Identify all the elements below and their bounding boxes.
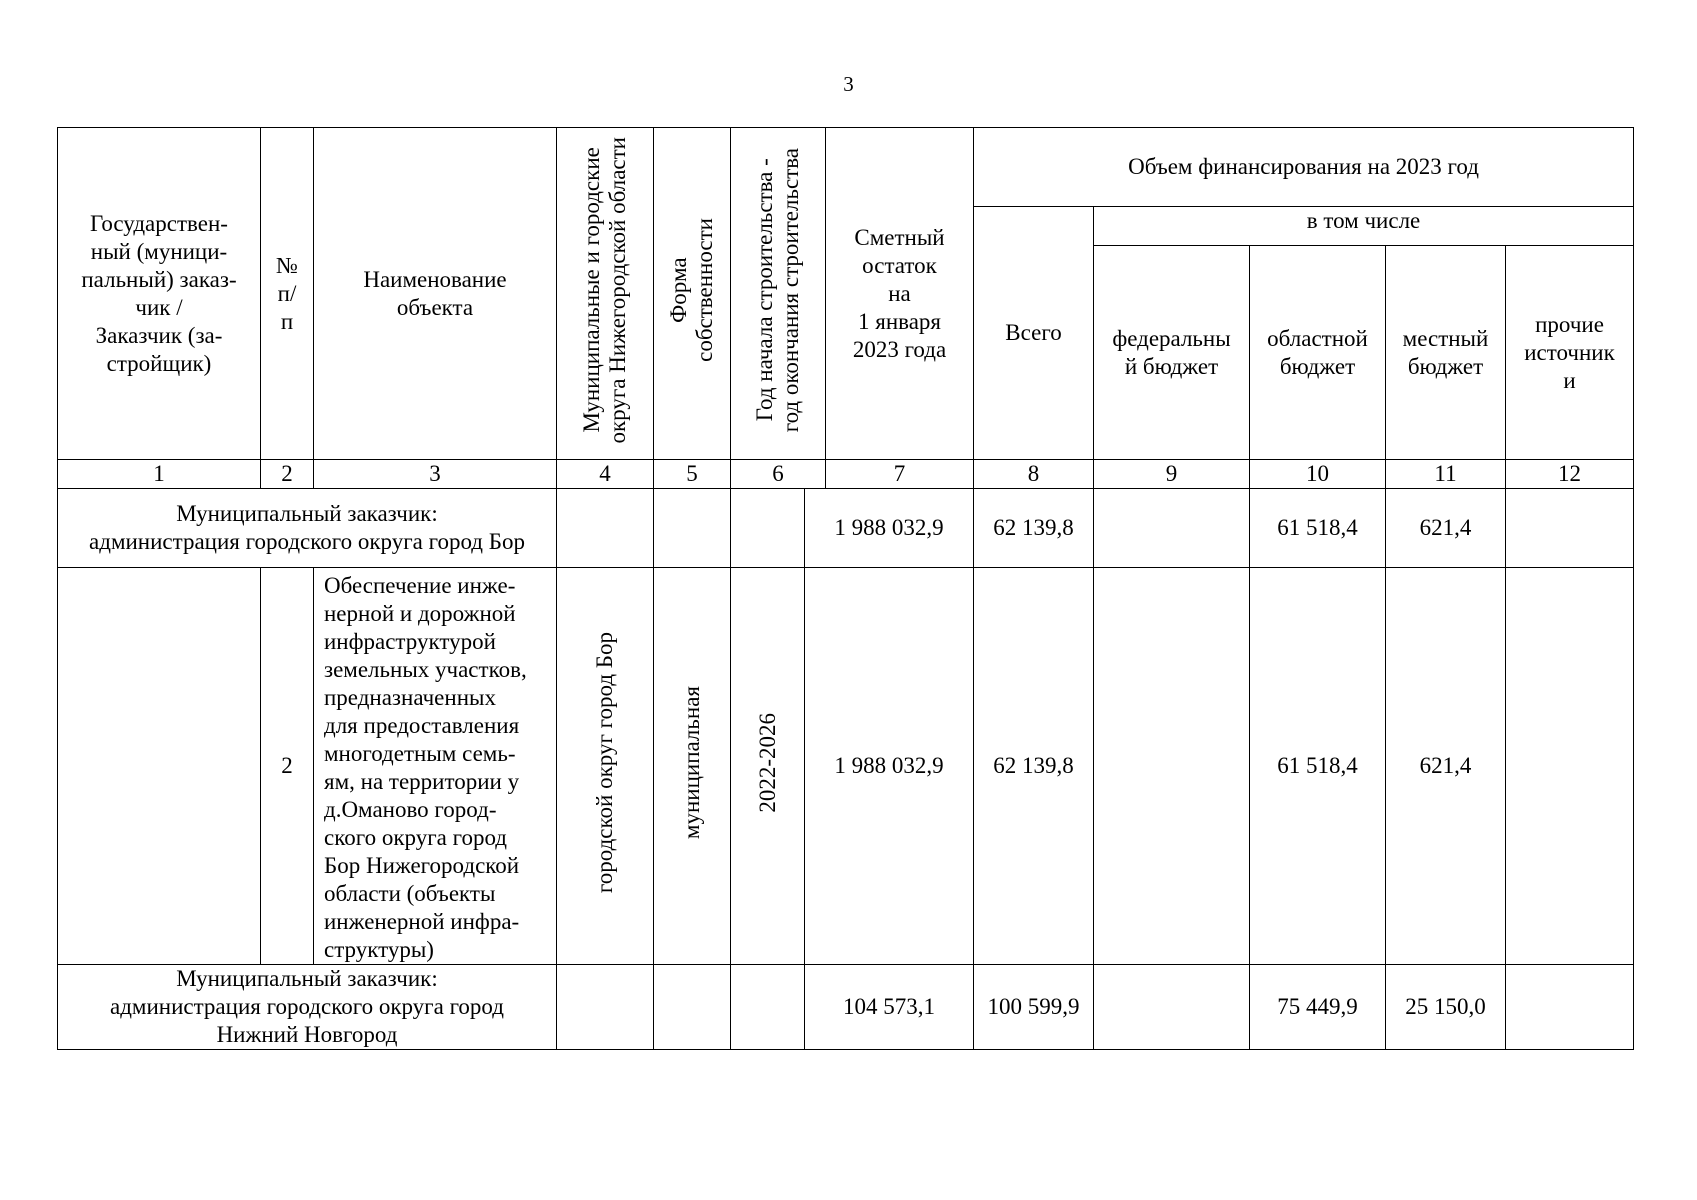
total-cell: 62 139,8 [974, 489, 1094, 568]
estimate-cell: 104 573,1 [805, 965, 974, 1050]
years-cell [731, 489, 805, 568]
column-numbers-row [58, 460, 1634, 489]
other-cell [1506, 489, 1634, 568]
federal-cell [1094, 568, 1250, 965]
total-cell: 62 139,8 [974, 568, 1094, 965]
header-other: прочие источник и [1506, 246, 1634, 460]
header-ownership-cell [654, 128, 731, 460]
column-number: 6 [731, 460, 826, 489]
table-row [58, 568, 1634, 965]
customer-cell: Муниципальный заказчик: администрация городского округа город Бор [58, 489, 557, 568]
header-row-1 [58, 128, 1634, 207]
column-number: 12 [1506, 460, 1634, 489]
header-years: Год начала строительства - год окончания строительства [752, 147, 803, 433]
customer-cell: Муниципальный заказчик: администрация городского округа город Нижний Новгород [58, 965, 557, 1050]
financing-table [57, 127, 1634, 1050]
local-cell: 621,4 [1386, 568, 1506, 965]
total-cell: 100 599,9 [974, 965, 1094, 1050]
regional-cell: 61 518,4 [1250, 568, 1386, 965]
local-cell: 621,4 [1386, 489, 1506, 568]
column-number: 9 [1094, 460, 1250, 489]
customer-cell [58, 568, 261, 965]
header-financing: Объем финансирования на 2023 год [974, 128, 1634, 207]
federal-cell [1094, 965, 1250, 1050]
local-cell: 25 150,0 [1386, 965, 1506, 1050]
regional-cell: 61 518,4 [1250, 489, 1386, 568]
header-number: № п/ п [261, 128, 314, 460]
header-years-cell [731, 128, 826, 460]
estimate-cell: 1 988 032,9 [805, 568, 974, 965]
header-ownership: Форма собственности [666, 218, 717, 362]
ownership-cell [654, 568, 731, 965]
table-row [58, 965, 1634, 1050]
other-cell [1506, 965, 1634, 1050]
header-including: в том числе [1094, 207, 1634, 246]
page-number: 3 [843, 72, 854, 96]
municipality-cell [557, 568, 654, 965]
municipality-text: городской округ город Бор [592, 631, 617, 894]
municipality-cell [557, 965, 654, 1050]
column-number: 4 [557, 460, 654, 489]
header-object-name: Наименование объекта [314, 128, 557, 460]
column-number: 2 [261, 460, 314, 489]
years-cell [731, 965, 805, 1050]
regional-cell: 75 449,9 [1250, 965, 1386, 1050]
header-total: Всего [974, 207, 1094, 460]
column-number: 3 [314, 460, 557, 489]
federal-cell [1094, 489, 1250, 568]
header-municipality-cell [557, 128, 654, 460]
column-number: 11 [1386, 460, 1506, 489]
ownership-text: муниципальная [679, 685, 704, 840]
municipality-cell [557, 489, 654, 568]
column-number: 5 [654, 460, 731, 489]
ownership-cell [654, 965, 731, 1050]
table-row [58, 489, 1634, 568]
column-number: 8 [974, 460, 1094, 489]
estimate-cell: 1 988 032,9 [805, 489, 974, 568]
header-estimate: Сметный остаток на 1 января 2023 года [826, 128, 974, 460]
header-regional: областной бюджет [1250, 246, 1386, 460]
ownership-cell [654, 489, 731, 568]
header-federal: федеральны й бюджет [1094, 246, 1250, 460]
object-name-cell: Обеспечение инже- нерной и дорожной инфраструктурой земельных участков, предназначенных для предоставления многодетным семь- ям, на территории у д.Оманово город- ского округа город Бор Нижегородской области (объекты инженерной инфра- структуры) [314, 568, 557, 965]
number-cell: 2 [261, 568, 314, 965]
other-cell [1506, 568, 1634, 965]
years-cell [731, 568, 805, 965]
column-number: 1 [58, 460, 261, 489]
header-customer: Государствен- ный (муници- пальный) заказ- чик / Заказчик (за- стройщик) [58, 128, 261, 460]
years-text: 2022-2026 [754, 712, 780, 813]
header-municipality: Муниципальные и городские округа Нижегородской области [579, 136, 630, 444]
column-number: 7 [826, 460, 974, 489]
header-local: местный бюджет [1386, 246, 1506, 460]
column-number: 10 [1250, 460, 1386, 489]
